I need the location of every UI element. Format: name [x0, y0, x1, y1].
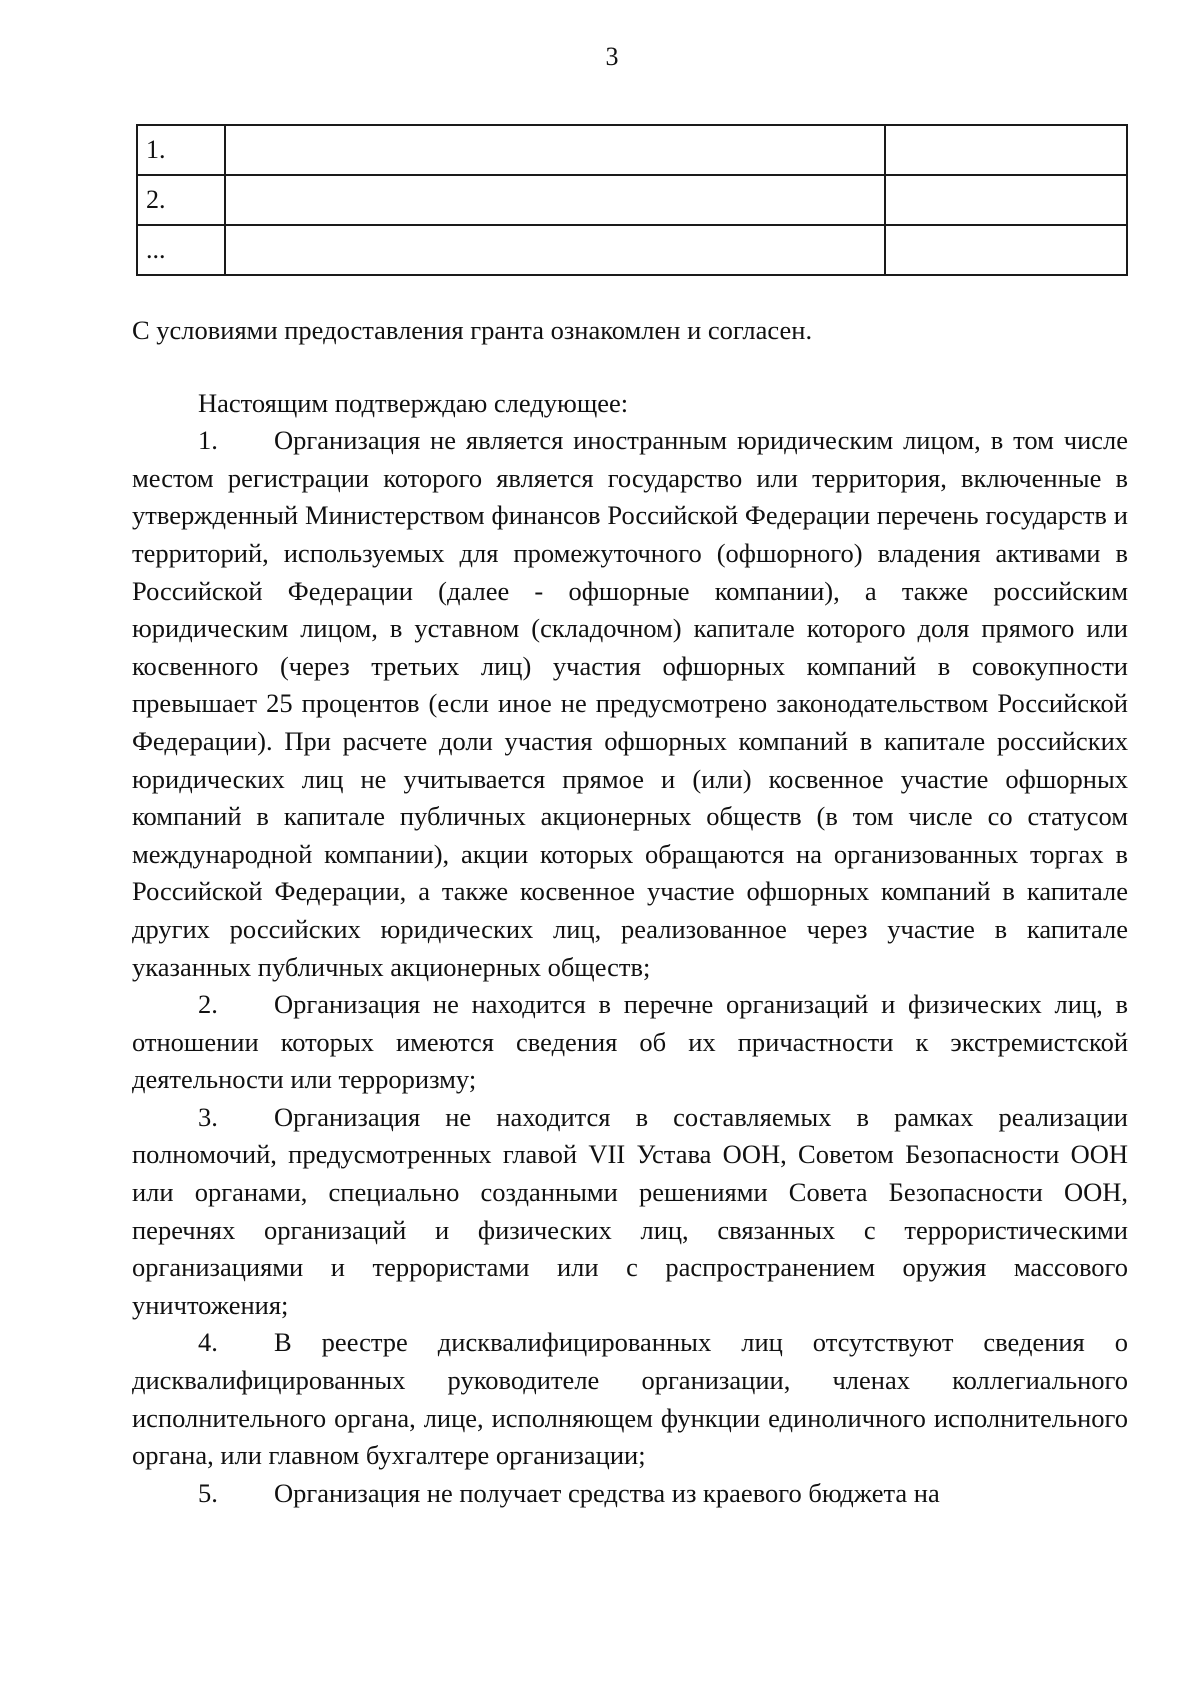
- table-cell: [225, 225, 885, 275]
- table-cell: [225, 125, 885, 175]
- item-text: Организация не находится в перечне организаций и физических лиц, в отношении которых имеются сведения об их причастности к экстремистской деятельности или терроризму;: [132, 989, 1128, 1095]
- item-text: В реестре дисквалифицированных лиц отсутствуют сведения о дисквалифицированных руководителе организации, членах коллегиального исполнительного органа, лице, исполняющем функции единоличного исполнительного органа, или главном бухгалтере организации;: [132, 1327, 1128, 1471]
- item-number: 1.: [198, 425, 218, 456]
- item-number: 4.: [198, 1327, 218, 1358]
- table-cell-number: 1.: [137, 125, 225, 175]
- table-cell: [885, 175, 1127, 225]
- table-cell: [225, 175, 885, 225]
- confirmation-item: [132, 1324, 1128, 1474]
- item-number: 3.: [198, 1101, 218, 1132]
- confirmation-item: [132, 1475, 1128, 1513]
- item-number: 5.: [198, 1477, 218, 1508]
- item-text: Организация не является иностранным юридическим лицом, в том числе местом регистрации которого является государство или территория, включенные в утвержденный Министерством финансов Российской Федерации перечень государств и территорий, используемых для промежуточного (офшорного) владения активами в Российской Федерации (далее - офшорные компании), а также российским юридическим лицом, в уставном (складочном) капитале которого доля прямого или косвенного (через третьих лиц) участия офшорных компаний в совокупности превышает 25 процентов (если иное не предусмотрено законодательством Российской Федерации). При расчете доли участия офшорных компаний в капитале российских юридических лиц не учитывается прямое и (или) косвенное участие офшорных компаний в капитале публичных акционерных обществ (в том числе со статусом международной компании), акции которых обращаются на организованных торгах в Российской Федерации, а также косвенное участие офшорных компаний в капитале других российских юридических лиц, реализованное через участие в капитале указанных публичных акционерных обществ;: [132, 425, 1128, 982]
- table-cell: [885, 125, 1127, 175]
- item-number: 2.: [198, 989, 218, 1020]
- item-text: Организация не находится в составляемых в рамках реализации полномочий, предусмотренных главой VII Устава ООН, Советом Безопасности ООН или органами, специально созданными решениями Совета Безопасности ООН, перечнях организаций и физических лиц, связанных с террористическими организациями и террористами или с распространением оружия массового уничтожения;: [132, 1101, 1128, 1320]
- agreement-statement: С условиями предоставления гранта ознакомлен и согласен.: [132, 315, 813, 345]
- table-row: [137, 175, 1127, 225]
- items-table: [136, 124, 1128, 276]
- document-body: [132, 312, 1128, 1512]
- page-number: 3: [605, 42, 619, 71]
- confirmation-item: [132, 986, 1128, 1099]
- confirmation-item: [132, 422, 1128, 986]
- item-text: Организация не получает средства из краевого бюджета на: [274, 1477, 940, 1508]
- table-row: [137, 225, 1127, 275]
- confirmation-item: [132, 1099, 1128, 1325]
- table-cell: [885, 225, 1127, 275]
- table-cell-number: ...: [137, 225, 225, 275]
- table-cell-number: 2.: [137, 175, 225, 225]
- table-row: [137, 125, 1127, 175]
- confirmation-intro: Настоящим подтверждаю следующее:: [198, 387, 629, 418]
